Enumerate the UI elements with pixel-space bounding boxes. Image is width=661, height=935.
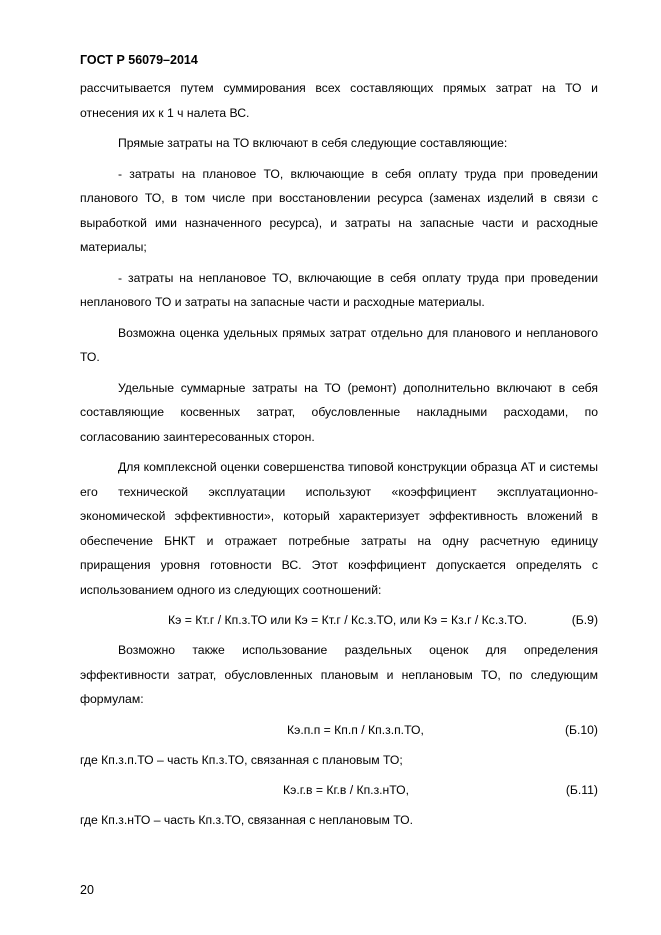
formula-expression: Кэ.п.п = Кп.п / Кп.з.п.ТО, bbox=[287, 722, 424, 737]
list-item: - затраты на неплановое ТО, включающие в себя оплату труда при проведении непланового ТО и затраты на запасные части и расходные материалы. bbox=[80, 270, 598, 309]
document-body bbox=[80, 76, 598, 833]
formula-number: (Б.9) bbox=[571, 613, 598, 627]
definition-line: где Кп.з.нТО – часть Кп.з.ТО, связанная с неплановым ТО. bbox=[80, 813, 414, 827]
standard-code-header: ГОСТ Р 56079–2014 bbox=[80, 53, 198, 67]
paragraph: Для комплексной оценки совершенства типовой конструкции образца АТ и системы его технической эксплуатации используют «коэффициент эксплуатационно-экономической эффективности», который характеризует эффективность вложений в обеспечение БНКТ и отражает потребные затраты на одну расчетную единицу приращения уровня готовности ВС. Этот коэффициент допускается определять с использованием одного из следующих соотношений: bbox=[80, 460, 598, 597]
paragraph: рассчитывается путем суммирования всех составляющих прямых затрат на ТО и отнесения их к 1 ч налета ВС. bbox=[80, 81, 598, 120]
formula-expression: Кэ = Кт.г / Кп.з.ТО или Кэ = Кт.г / Кс.з.ТО, или Кэ = Кз.г / Кс.з.ТО. bbox=[168, 613, 528, 627]
definition-line: где Кп.з.п.ТО – часть Кп.з.ТО, связанная с плановым ТО; bbox=[80, 752, 403, 767]
paragraph: Прямые затраты на ТО включают в себя следующие составляющие: bbox=[118, 136, 508, 150]
formula-b9 bbox=[80, 608, 598, 632]
formula-expression: Кэ.г.в = Кг.в / Кп.з.нТО, bbox=[283, 783, 410, 797]
formula-b11 bbox=[80, 778, 598, 802]
formula-b10 bbox=[80, 718, 598, 742]
formula-number: (Б.10) bbox=[564, 722, 598, 737]
list-item: - затраты на плановое ТО, включающие в себя оплату труда при проведении планового ТО, в том числе при восстановлении ресурса (заменах изделий в связи с выработкой ими назначенного ресурса), и затраты на запасные части и расходные материалы; bbox=[80, 166, 598, 254]
paragraph: Возможна оценка удельных прямых затрат отдельно для планового и непланового ТО. bbox=[80, 325, 598, 364]
page-number: 20 bbox=[80, 883, 94, 897]
paragraph: Удельные суммарные затраты на ТО (ремонт) дополнительно включают в себя составляющие косвенных затрат, обусловленные накладными расходами, по согласованию заинтересованных сторон. bbox=[80, 380, 598, 444]
formula-number: (Б.11) bbox=[565, 783, 598, 797]
paragraph: Возможно также использование раздельных оценок для определения эффективности затрат, обусловленных плановым и неплановым ТО, по следующим формулам: bbox=[80, 643, 598, 706]
